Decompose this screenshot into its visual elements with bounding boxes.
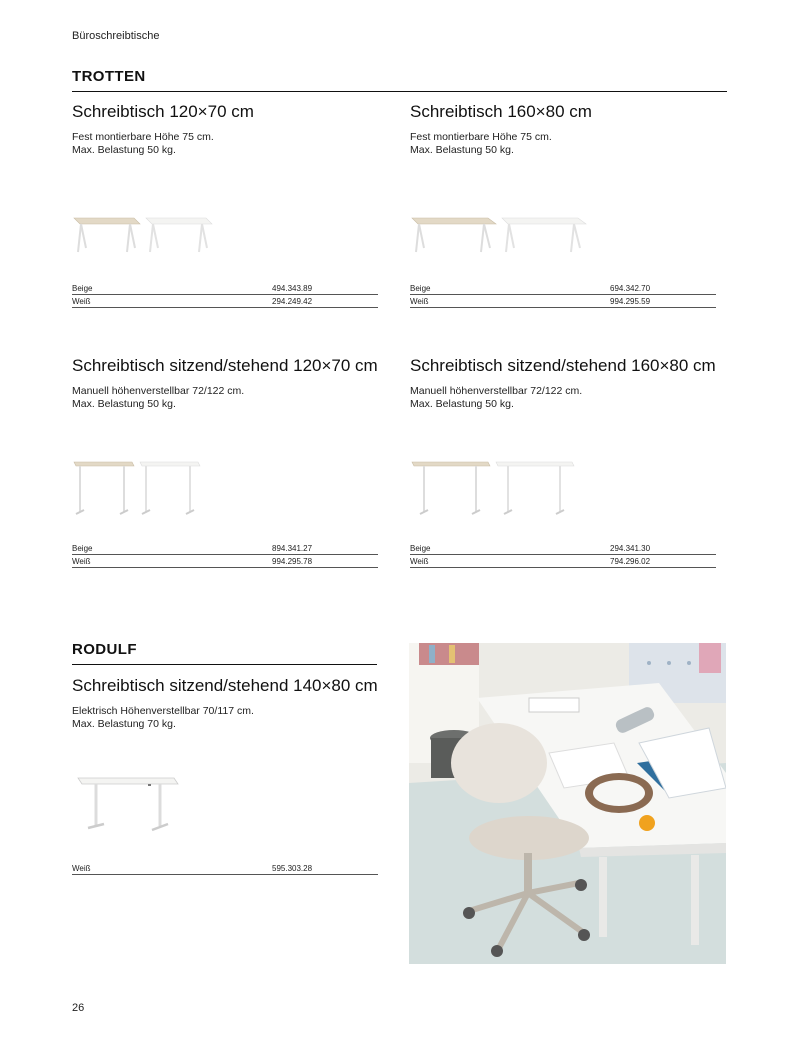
- product-spec-line: Fest montierbare Höhe 75 cm.: [410, 131, 552, 143]
- section-rodulf-header: [72, 641, 377, 665]
- variant-color: Weiß: [72, 863, 91, 873]
- variant-table: [410, 282, 716, 308]
- section-title-rodulf: RODULF: [72, 641, 137, 658]
- desk-image-white: [74, 774, 184, 836]
- product-images: [410, 206, 716, 276]
- variant-row: [72, 862, 378, 875]
- product-card: [72, 102, 378, 306]
- variant-color: Weiß: [72, 556, 91, 566]
- product-images: [410, 458, 716, 528]
- variant-table: [72, 862, 378, 875]
- variant-table: [410, 542, 716, 568]
- variant-color: Weiß: [410, 556, 429, 566]
- desk-image-white: [500, 208, 588, 258]
- product-spec-line: Fest montierbare Höhe 75 cm.: [72, 131, 214, 143]
- product-title: Schreibtisch sitzend/stehend 120×70 cm: [72, 356, 378, 375]
- article-number: 595.303.28: [272, 863, 313, 873]
- article-number: 294.249.42: [272, 296, 313, 306]
- article-number: 994.295.78: [272, 556, 313, 566]
- variant-color: Beige: [410, 543, 431, 553]
- article-number: 794.296.02: [610, 556, 651, 566]
- product-images: [72, 206, 378, 276]
- product-card: [410, 356, 716, 566]
- variant-row: [72, 542, 378, 555]
- article-number: 294.341.30: [610, 543, 651, 553]
- variant-row: [410, 542, 716, 555]
- product-spec-line: Max. Belastung 50 kg.: [410, 398, 514, 410]
- variant-color: Beige: [72, 283, 93, 293]
- page-category: Büroschreibtische: [72, 30, 160, 42]
- product-title: Schreibtisch sitzend/stehend 160×80 cm: [410, 356, 716, 375]
- page-number: 26: [72, 1002, 85, 1014]
- variant-row: [410, 282, 716, 295]
- product-spec-line: Max. Belastung 70 kg.: [72, 718, 176, 730]
- product-card: [72, 356, 378, 566]
- article-number: 894.341.27: [272, 543, 313, 553]
- product-spec-line: Max. Belastung 50 kg.: [72, 144, 176, 156]
- article-number: 994.295.59: [610, 296, 651, 306]
- variant-color: Weiß: [410, 296, 429, 306]
- product-card: [72, 676, 378, 873]
- variant-row: [410, 295, 716, 308]
- variant-table: [72, 542, 378, 568]
- product-title: Schreibtisch 120×70 cm: [72, 102, 254, 121]
- product-title: Schreibtisch sitzend/stehend 140×80 cm: [72, 676, 378, 695]
- section-rule: [72, 91, 727, 92]
- product-description: [410, 385, 716, 411]
- product-description: [72, 131, 378, 157]
- product-images: [72, 458, 378, 528]
- variant-color: Beige: [410, 283, 431, 293]
- product-spec-line: Manuell höhenverstellbar 72/122 cm.: [72, 385, 245, 397]
- variant-color: Beige: [72, 543, 93, 553]
- desk-image-white: [138, 458, 204, 520]
- desk-image-white: [494, 458, 578, 520]
- desk-image-beige: [410, 458, 494, 520]
- section-rule: [72, 664, 377, 665]
- section-title-trotten: TROTTEN: [72, 68, 146, 85]
- variant-row: [72, 295, 378, 308]
- desk-image-beige: [72, 458, 138, 520]
- product-spec-line: Manuell höhenverstellbar 72/122 cm.: [410, 385, 583, 397]
- desk-image-beige: [410, 208, 498, 258]
- workspace-photo: [409, 643, 726, 964]
- desk-image-white: [144, 208, 214, 258]
- section-trotten-header: [72, 68, 727, 92]
- article-number: 694.342.70: [610, 283, 651, 293]
- product-spec-line: Max. Belastung 50 kg.: [72, 398, 176, 410]
- variant-table: [72, 282, 378, 308]
- variant-color: Weiß: [72, 296, 91, 306]
- product-description: [72, 705, 378, 731]
- variant-row: [72, 282, 378, 295]
- article-number: 494.343.89: [272, 283, 313, 293]
- product-description: [410, 131, 716, 157]
- product-description: [72, 385, 378, 411]
- product-title: Schreibtisch 160×80 cm: [410, 102, 592, 121]
- variant-row: [72, 555, 378, 568]
- product-spec-line: Elektrisch Höhenverstellbar 70/117 cm.: [72, 705, 254, 717]
- product-card: [410, 102, 716, 306]
- product-spec-line: Max. Belastung 50 kg.: [410, 144, 514, 156]
- variant-row: [410, 555, 716, 568]
- product-images: [72, 774, 378, 844]
- desk-image-beige: [72, 208, 142, 258]
- workspace-photo-illustration: [409, 643, 726, 964]
